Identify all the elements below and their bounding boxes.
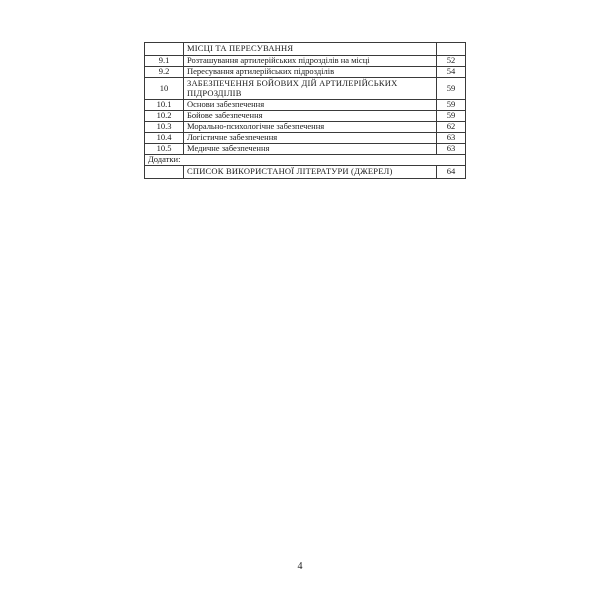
toc-row-page: 54 [437,67,466,78]
toc-row-page [437,43,466,56]
table-of-contents [144,42,466,179]
toc-bibliography-title: СПИСОК ВИКОРИСТАНОЇ ЛІТЕРАТУРИ (ДЖЕРЕЛ) [184,166,437,179]
toc-row-page: 59 [437,100,466,111]
toc-row-title: Пересування артилерійських підрозділів [184,67,437,78]
toc-row-page: 62 [437,122,466,133]
toc-row-page: 59 [437,111,466,122]
toc-row [145,67,466,78]
toc-row-title: Морально-психологічне забезпечення [184,122,437,133]
toc-row-title: Медичне забезпечення [184,144,437,155]
toc-row-page: 63 [437,133,466,144]
toc-row-title: Розташування артилерійських підрозділів на місці [184,56,437,67]
toc-row-title: Бойове забезпечення [184,111,437,122]
toc-row [145,56,466,67]
toc-appendix-row [145,155,466,166]
toc-row-number: 9.2 [145,67,184,78]
toc-row [145,133,466,144]
toc-row [145,144,466,155]
toc-row-page: 59 [437,78,466,100]
toc-row [145,43,466,56]
toc-row-number: 10.3 [145,122,184,133]
toc-row-title: Основи забезпечення [184,100,437,111]
toc-bibliography-page: 64 [437,166,466,179]
toc-row [145,78,466,100]
toc-row [145,122,466,133]
toc-row-number: 10.2 [145,111,184,122]
toc-row [145,100,466,111]
toc-row-number: 10.5 [145,144,184,155]
toc-row-title: ЗАБЕЗПЕЧЕННЯ БОЙОВИХ ДІЙ АРТИЛЕРІЙСЬКИХ ПІДРОЗДІЛІВ [184,78,437,100]
toc-row-page: 52 [437,56,466,67]
page-number: 4 [297,561,303,572]
toc-row-number [145,43,184,56]
toc-row-title: Логістичне забезпечення [184,133,437,144]
toc-row-page: 63 [437,144,466,155]
toc-bibliography-row [145,166,466,179]
toc-appendix-label: Додатки: [145,155,466,166]
toc-row-number [145,166,184,179]
toc-row-number: 9.1 [145,56,184,67]
toc-row-number: 10.4 [145,133,184,144]
toc-row [145,111,466,122]
toc-row-number: 10.1 [145,100,184,111]
toc-row-number: 10 [145,78,184,100]
toc-row-title: МІСЦІ ТА ПЕРЕСУВАННЯ [184,43,437,56]
